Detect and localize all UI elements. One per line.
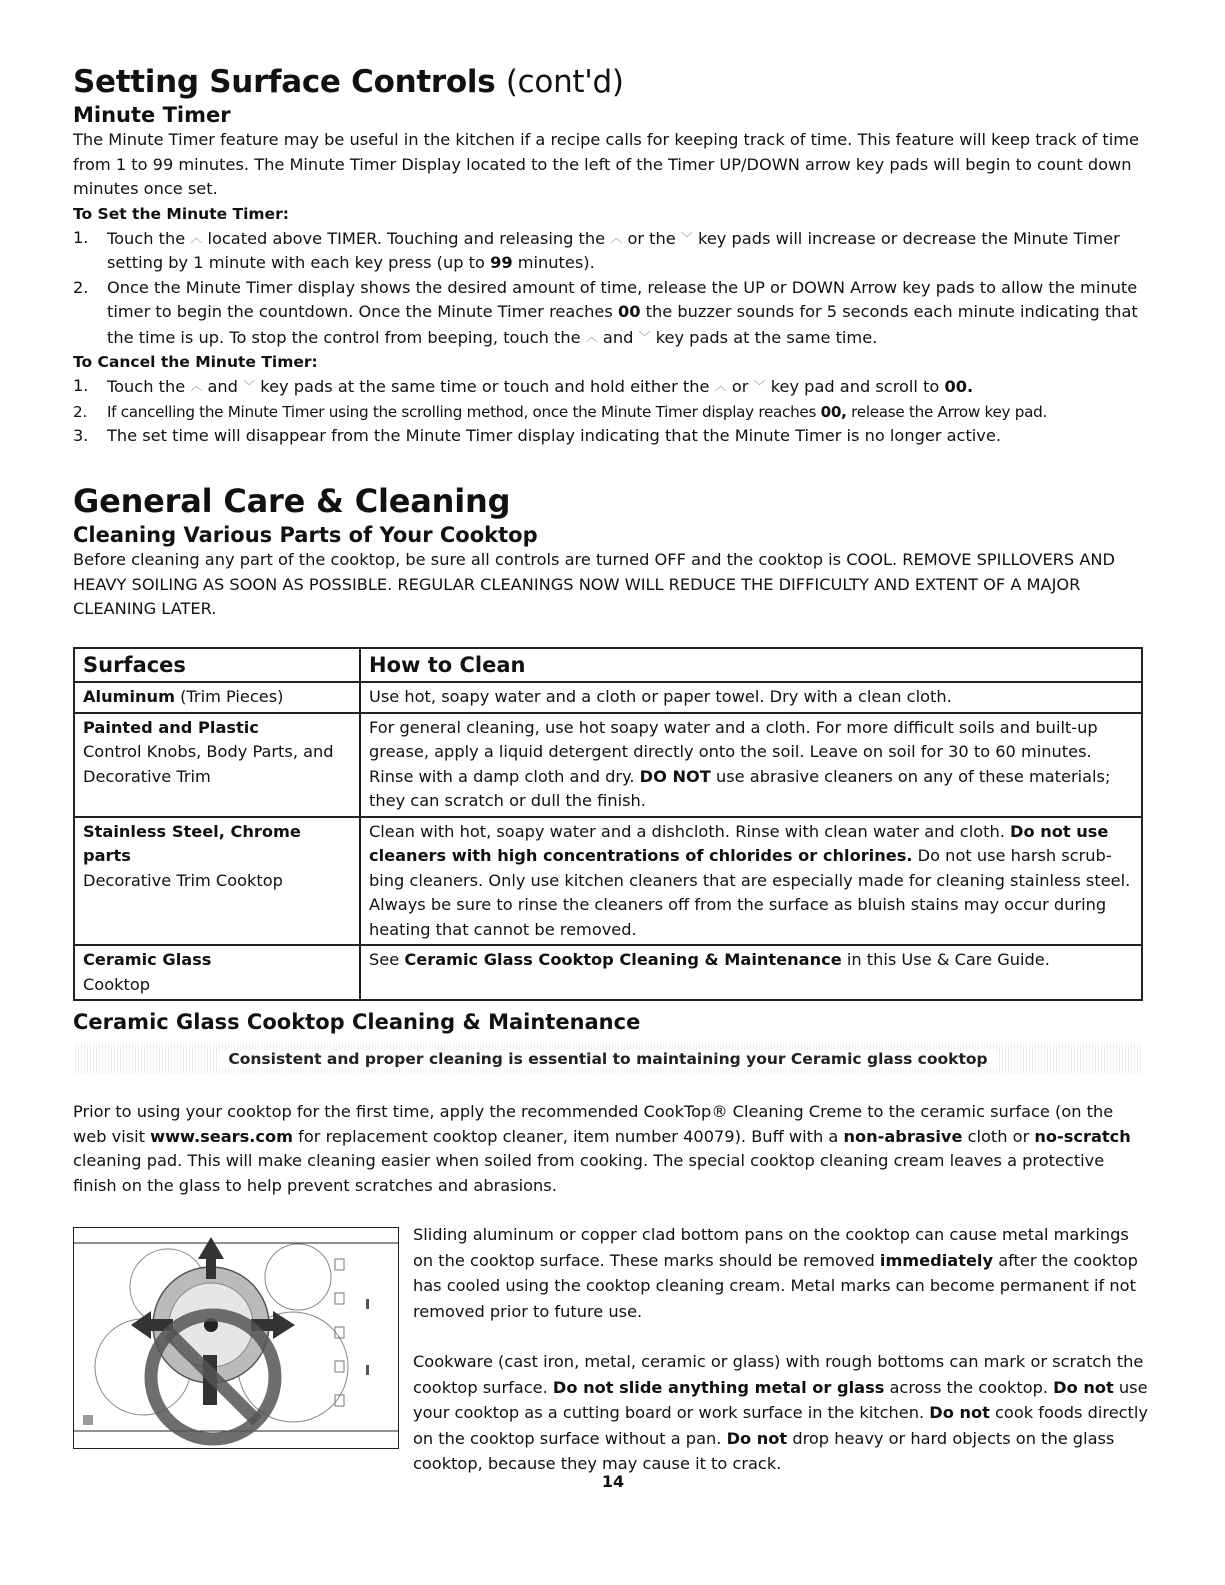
cancel-timer-heading: To Cancel the Minute Timer: bbox=[73, 353, 318, 371]
cleaning-intro: Before cleaning any part of the cooktop, be sure all controls are turned OFF and the cooktop is COOL. REMOVE SPILLOVERS AND HEAVY SOILING AS SOON AS POSSIBLE. REGULAR CLEANINGS NOW WILL REDUCE THE DIFFICULTY AND EXTENT OF A MAJOR CLEANING LATER. bbox=[73, 550, 1115, 618]
sliding-pans-paragraph: Sliding aluminum or copper clad bottom pans on the cooktop can cause metal markings on the cooktop surface. These marks should be removed immediately after the cooktop has cooled using the cooktop cleaning cream. Metal marks can become permanent if not removed prior to future use. bbox=[413, 1225, 1138, 1321]
table-cell-how: Clean with hot, soapy water and a dishcloth. Rinse with clean water and cloth. Do not use cleaners with high concentrations of chlorides or chlorines. Do not use harsh scrub-bing cleaners. Only use kitchen cleaners that are especially made for cleaning stainless steel. Always be sure to rinse the cleaners off from the surface as bluish stains may occur during heating that cannot be removed. bbox=[360, 817, 1142, 946]
cooktop-care-text bbox=[413, 1222, 1148, 1477]
minute-timer-intro: The Minute Timer feature may be useful in the kitchen if a recipe calls for keeping track of time. This feature will keep track of time from 1 to 99 minutes. The Minute Timer Display located to the left of the Timer UP/DOWN arrow key pads will begin to count down minutes once set. bbox=[73, 130, 1139, 198]
cooktop-first-use-paragraph: Prior to using your cooktop for the first time, apply the recommended CookTop® Cleaning Creme to the ceramic surface (on the web visit www.sears.com for replacement cooktop cleaner, item number 40079). Buff with a non-abrasive cloth or no-scratch cleaning pad. This will make cleaning easier when soiled from cooking. The special cooktop cleaning cream leaves a protective finish on the glass to help prevent scratches and abrasions. bbox=[73, 1102, 1131, 1195]
down-arrow-icon: ﹀ bbox=[243, 379, 256, 393]
page-number: 14 bbox=[601, 1472, 625, 1491]
cooktop-prohibited-icon bbox=[73, 1227, 399, 1449]
cleaning-table bbox=[73, 647, 1143, 1001]
no-sliding-illustration bbox=[73, 1227, 399, 1449]
ceramic-glass-heading: Ceramic Glass Cooktop Cleaning & Maintenance bbox=[73, 1010, 641, 1034]
down-arrow-icon: ﹀ bbox=[680, 230, 693, 245]
set-step-1: 1. Touch the ︿ located above TIMER. Touching and releasing the ︿ or the ﹀ key pads will increase or decrease the Minute Timer setting by 1 minute with each key press (up to 99 minutes). bbox=[73, 227, 1120, 272]
up-arrow-icon: ︿ bbox=[585, 329, 598, 344]
cancel-step-1: 1. Touch the ︿ and ﹀ key pads at the same time or touch and hold either the ︿ or ﹀ key pad and scroll to 00. bbox=[73, 374, 1153, 400]
cookware-paragraph: Cookware (cast iron, metal, ceramic or glass) with rough bottoms can mark or scratch the cooktop surface. Do not slide anything metal or glass across the cooktop. Do not use your cooktop as a cutting board or work surface in the kitchen. Do not cook foods directly on the cooktop surface without a pan. Do not drop heavy or hard objects on the glass cooktop, because they may cause it to crack. bbox=[413, 1352, 1148, 1473]
table-row bbox=[74, 682, 1142, 713]
table-cell-how: For general cleaning, use hot soapy water and a cloth. For more difficult soils and built-up grease, apply a liquid detergent directly onto the soil. Leave on soil for 30 to 60 minutes. Rinse with a damp cloth and dry. DO NOT use abrasive cleaners on any of these materials; they can scratch or dull the finish. bbox=[360, 713, 1142, 817]
general-care-title: General Care & Cleaning bbox=[73, 482, 511, 520]
set-timer-steps bbox=[73, 226, 1153, 351]
table-header-surfaces: Surfaces bbox=[74, 648, 360, 682]
table-header-row bbox=[74, 648, 1142, 682]
table-cell-surface: Ceramic Glass Cooktop bbox=[74, 945, 360, 1000]
manual-page bbox=[73, 62, 1153, 1491]
general-care-section bbox=[73, 480, 1148, 622]
cancel-step-3: 3. The set time will disappear from the Minute Timer display indicating that the Minute Timer is no longer active. bbox=[73, 426, 1001, 445]
table-cell-surface: Stainless Steel, Chrome parts Decorative Trim Cooktop bbox=[74, 817, 360, 946]
up-arrow-icon: ︿ bbox=[190, 230, 203, 245]
cleaning-banner: Consistent and proper cleaning is essential to maintaining your Ceramic glass cooktop bbox=[73, 1044, 1143, 1074]
table-cell-surface: Aluminum (Trim Pieces) bbox=[74, 682, 360, 713]
page-title: Setting Surface Controls (cont'd) bbox=[73, 64, 624, 100]
table-row bbox=[74, 817, 1142, 946]
minute-timer-heading: Minute Timer bbox=[73, 103, 231, 127]
up-arrow-icon: ︿ bbox=[190, 379, 203, 393]
cancel-step-2: 2. If cancelling the Minute Timer using the scrolling method, once the Minute Timer display reaches 00, release the Arrow key pad. bbox=[73, 402, 1047, 421]
table-cell-how: Use hot, soapy water and a cloth or paper towel. Dry with a clean cloth. bbox=[360, 682, 1142, 713]
cleaning-parts-heading: Cleaning Various Parts of Your Cooktop bbox=[73, 523, 538, 547]
table-cell-how: See Ceramic Glass Cooktop Cleaning & Maintenance in this Use & Care Guide. bbox=[360, 945, 1142, 1000]
table-row bbox=[74, 945, 1142, 1000]
set-timer-heading: To Set the Minute Timer: bbox=[73, 204, 289, 223]
up-arrow-icon: ︿ bbox=[610, 230, 623, 245]
table-header-how-to-clean: How to Clean bbox=[360, 648, 1142, 682]
up-arrow-icon: ︿ bbox=[714, 379, 727, 393]
table-cell-surface: Painted and Plastic Control Knobs, Body Parts, and Decorative Trim bbox=[74, 713, 360, 817]
down-arrow-icon: ﹀ bbox=[638, 329, 651, 344]
set-step-2: 2. Once the Minute Timer display shows the desired amount of time, release the UP or DOWN Arrow key pads to allow the minute timer to begin the countdown. Once the Minute Timer reaches 00 the buzzer sounds for 5 seconds each minute indicating that the time is up. To stop the control from beeping, touch the ︿ and ﹀ key pads at the same time. bbox=[73, 276, 1153, 351]
down-arrow-icon: ﹀ bbox=[753, 379, 766, 393]
cancel-timer-steps bbox=[73, 374, 1153, 449]
table-row bbox=[74, 713, 1142, 817]
